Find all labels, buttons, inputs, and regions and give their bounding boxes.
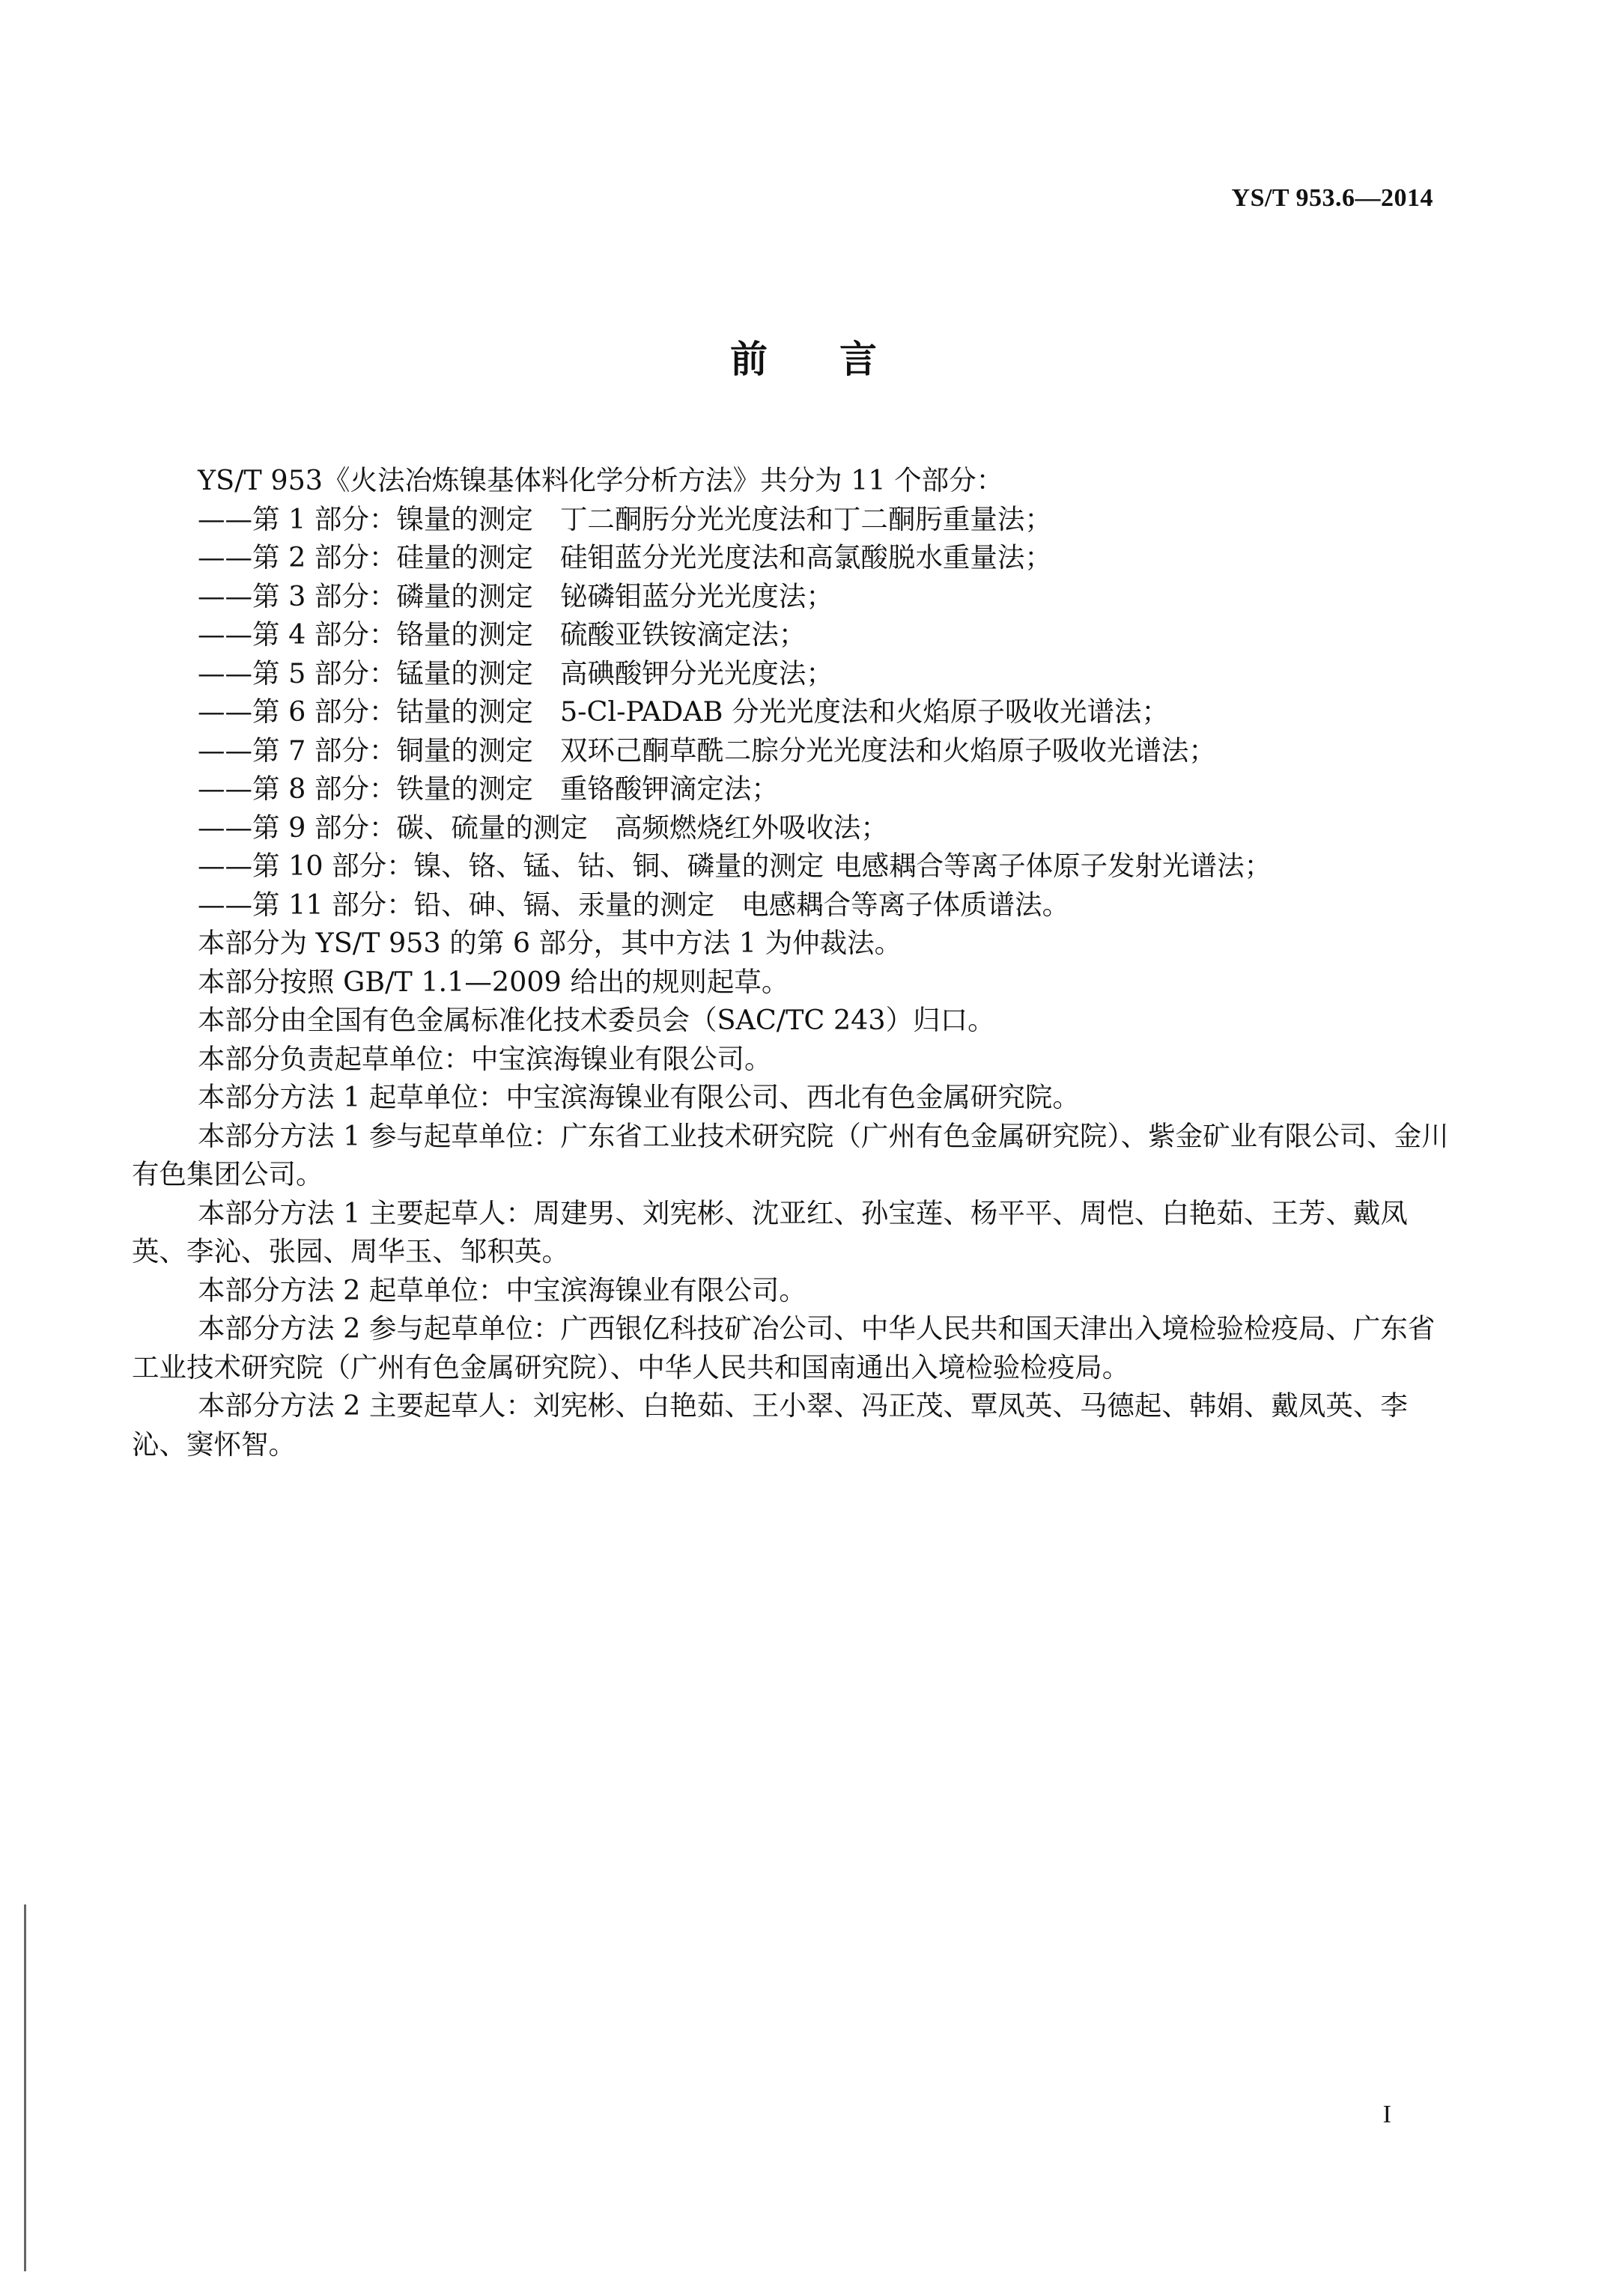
part-item bbox=[132, 654, 1450, 693]
page-title: 前言 bbox=[730, 337, 949, 381]
paragraph: 本部分负责起草单位：中宝滨海镍业有限公司。 bbox=[198, 1042, 772, 1075]
part-label: ——第 1 部分：镍量的测定 bbox=[198, 502, 533, 535]
part-item bbox=[132, 770, 1450, 809]
paragraph: 本部分方法 1 主要起草人：周建男、刘宪彬、沈亚红、孙宝莲、杨平平、周恺、白艳茹、王芳、戴凤英、李沁、张园、周华玉、邹积英。 bbox=[132, 1196, 1408, 1267]
paragraph: 本部分为 YS/T 953 的第 6 部分，其中方法 1 为仲裁法。 bbox=[198, 927, 902, 959]
part-item bbox=[132, 731, 1450, 770]
part-label: ——第 5 部分：锰量的测定 bbox=[198, 657, 533, 689]
part-label: ——第 9 部分：碳、硫量的测定 bbox=[198, 811, 588, 844]
part-method: 硅钼蓝分光光度法和高氯酸脱水重量法； bbox=[559, 541, 1052, 573]
part-item bbox=[132, 615, 1450, 654]
part-item bbox=[132, 809, 1450, 847]
part-method: 铋磷钼蓝分光光度法； bbox=[559, 579, 833, 612]
part-label: ——第 3 部分：磷量的测定 bbox=[198, 579, 533, 612]
part-method: 电感耦合等离子体原子发射光谱法； bbox=[834, 850, 1272, 882]
part-method: 5-Cl-PADAB 分光光度法和火焰原子吸收光谱法； bbox=[559, 695, 1170, 728]
part-label: ——第 7 部分：铜量的测定 bbox=[198, 734, 533, 767]
part-label: ——第 4 部分：铬量的测定 bbox=[198, 618, 533, 651]
part-item bbox=[132, 538, 1450, 577]
part-label: ——第 2 部分：硅量的测定 bbox=[198, 541, 533, 573]
part-item bbox=[132, 847, 1450, 886]
part-item bbox=[132, 577, 1450, 616]
paragraph: 本部分方法 1 起草单位：中宝滨海镍业有限公司、西北有色金属研究院。 bbox=[198, 1081, 1080, 1113]
margin-rule bbox=[24, 1904, 26, 2271]
part-label: ——第 6 部分：钴量的测定 bbox=[198, 695, 533, 728]
part-item bbox=[132, 886, 1450, 925]
part-method: 高频燃烧红外吸收法； bbox=[614, 811, 888, 844]
paragraph: 本部分方法 2 起草单位：中宝滨海镍业有限公司。 bbox=[198, 1273, 806, 1306]
paragraph: 本部分按照 GB/T 1.1—2009 给出的规则起草。 bbox=[198, 965, 789, 998]
paragraph: 本部分方法 2 参与起草单位：广西银亿科技矿冶公司、中华人民共和国天津出入境检验检疫局、广东省工业技术研究院（广州有色金属研究院）、中华人民共和国南通出入境检验检疫局。 bbox=[132, 1312, 1436, 1383]
intro-paragraph: YS/T 953《火法冶炼镍基体料化学分析方法》共分为 11 个部分： bbox=[198, 464, 1004, 496]
part-method: 硫酸亚铁铵滴定法； bbox=[559, 618, 806, 651]
paragraph: 本部分方法 2 主要起草人：刘宪彬、白艳茹、王小翠、冯正茂、覃凤英、马德起、韩娟、戴凤英、李沁、窦怀智。 bbox=[132, 1389, 1408, 1461]
part-method: 电感耦合等离子体质谱法。 bbox=[741, 888, 1070, 921]
part-method: 重铬酸钾滴定法； bbox=[559, 773, 779, 805]
paragraph: 本部分方法 1 参与起草单位：广东省工业技术研究院（广州有色金属研究院）、紫金矿业有限公司、金川有色集团公司。 bbox=[132, 1119, 1449, 1190]
standard-code: YS/T 953.6—2014 bbox=[1231, 184, 1433, 212]
part-method: 高碘酸钾分光光度法； bbox=[559, 657, 833, 689]
page-number: I bbox=[1382, 2101, 1391, 2128]
part-label: ——第 11 部分：铅、砷、镉、汞量的测定 bbox=[198, 888, 715, 921]
foreword-body bbox=[132, 461, 1450, 1464]
part-item bbox=[132, 500, 1450, 539]
part-label: ——第 10 部分：镍、铬、锰、钴、铜、磷量的测定 bbox=[198, 850, 824, 882]
part-method: 双环己酮草酰二腙分光光度法和火焰原子吸收光谱法； bbox=[559, 734, 1216, 767]
part-item bbox=[132, 692, 1450, 731]
part-method: 丁二酮肟分光光度法和丁二酮肟重量法； bbox=[559, 502, 1052, 535]
part-label: ——第 8 部分：铁量的测定 bbox=[198, 773, 533, 805]
paragraph: 本部分由全国有色金属标准化技术委员会（SAC/TC 243）归口。 bbox=[198, 1004, 995, 1036]
